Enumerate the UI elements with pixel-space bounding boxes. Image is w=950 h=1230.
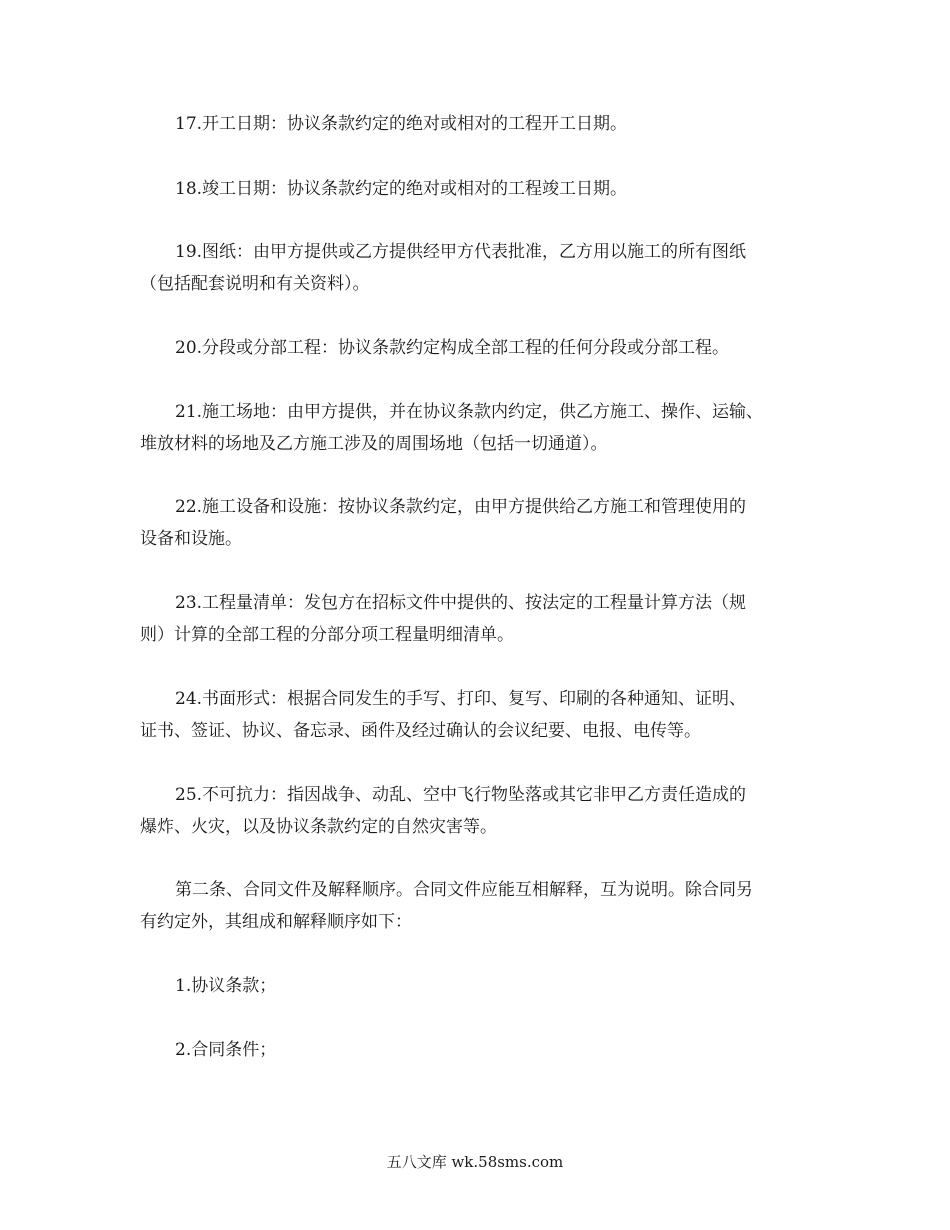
paragraph-line: 第二条、合同文件及解释顺序。合同文件应能互相解释，互为说明。除合同另 bbox=[175, 880, 753, 900]
paragraph-line: 22.施工设备和设施：按协议条款约定，由甲方提供给乙方施工和管理使用的 bbox=[175, 497, 747, 517]
paragraph-line: 17.开工日期：协议条款约定的绝对或相对的工程开工日期。 bbox=[175, 114, 628, 134]
paragraph-25 bbox=[140, 779, 820, 843]
paragraph-24 bbox=[140, 683, 820, 747]
paragraph-line: 1.协议条款； bbox=[175, 976, 277, 996]
paragraph-18 bbox=[140, 173, 820, 205]
paragraph-17 bbox=[140, 108, 820, 140]
paragraph-20 bbox=[140, 332, 820, 364]
paragraph-line: 24.书面形式：根据合同发生的手写、打印、复写、印刷的各种通知、证明、 bbox=[175, 689, 747, 709]
paragraph-line: 证书、签证、协议、备忘录、函件及经过确认的会议纪要、电报、电传等。 bbox=[140, 721, 701, 741]
paragraph-22 bbox=[140, 491, 820, 555]
paragraph-line: 25.不可抗力：指因战争、动乱、空中飞行物坠落或其它非甲乙方责任造成的 bbox=[175, 785, 747, 805]
paragraph-21 bbox=[140, 396, 820, 460]
paragraph-line: 21.施工场地：由甲方提供，并在协议条款内约定，供乙方施工、操作、运输、 bbox=[175, 402, 764, 422]
list-item-2 bbox=[140, 1034, 820, 1066]
paragraph-line: 20.分段或分部工程：协议条款约定构成全部工程的任何分段或分部工程。 bbox=[175, 338, 730, 358]
page-footer: 五八文库 wk.58sms.com bbox=[386, 1153, 564, 1171]
paragraph-line: 设备和设施。 bbox=[140, 529, 242, 549]
paragraph-line: 2.合同条件； bbox=[175, 1040, 277, 1060]
paragraph-line: （包括配套说明和有关资料）。 bbox=[140, 274, 370, 294]
paragraph-19 bbox=[140, 236, 820, 300]
paragraph-article-2 bbox=[140, 874, 820, 938]
paragraph-23 bbox=[140, 587, 820, 651]
paragraph-line: 18.竣工日期：协议条款约定的绝对或相对的工程竣工日期。 bbox=[175, 179, 628, 199]
paragraph-line: 19.图纸：由甲方提供或乙方提供经甲方代表批准，乙方用以施工的所有图纸 bbox=[175, 242, 747, 262]
paragraph-line: 23.工程量清单：发包方在招标文件中提供的、按法定的工程量计算方法（规 bbox=[175, 593, 747, 613]
paragraph-line: 有约定外，其组成和解释顺序如下： bbox=[140, 912, 412, 932]
paragraph-line: 爆炸、火灾，以及协议条款约定的自然灾害等。 bbox=[140, 817, 497, 837]
list-item-1 bbox=[140, 970, 820, 1002]
paragraph-line: 则）计算的全部工程的分部分项工程量明细清单。 bbox=[140, 625, 514, 645]
paragraph-line: 堆放材料的场地及乙方施工涉及的周围场地（包括一切通道）。 bbox=[140, 434, 608, 454]
